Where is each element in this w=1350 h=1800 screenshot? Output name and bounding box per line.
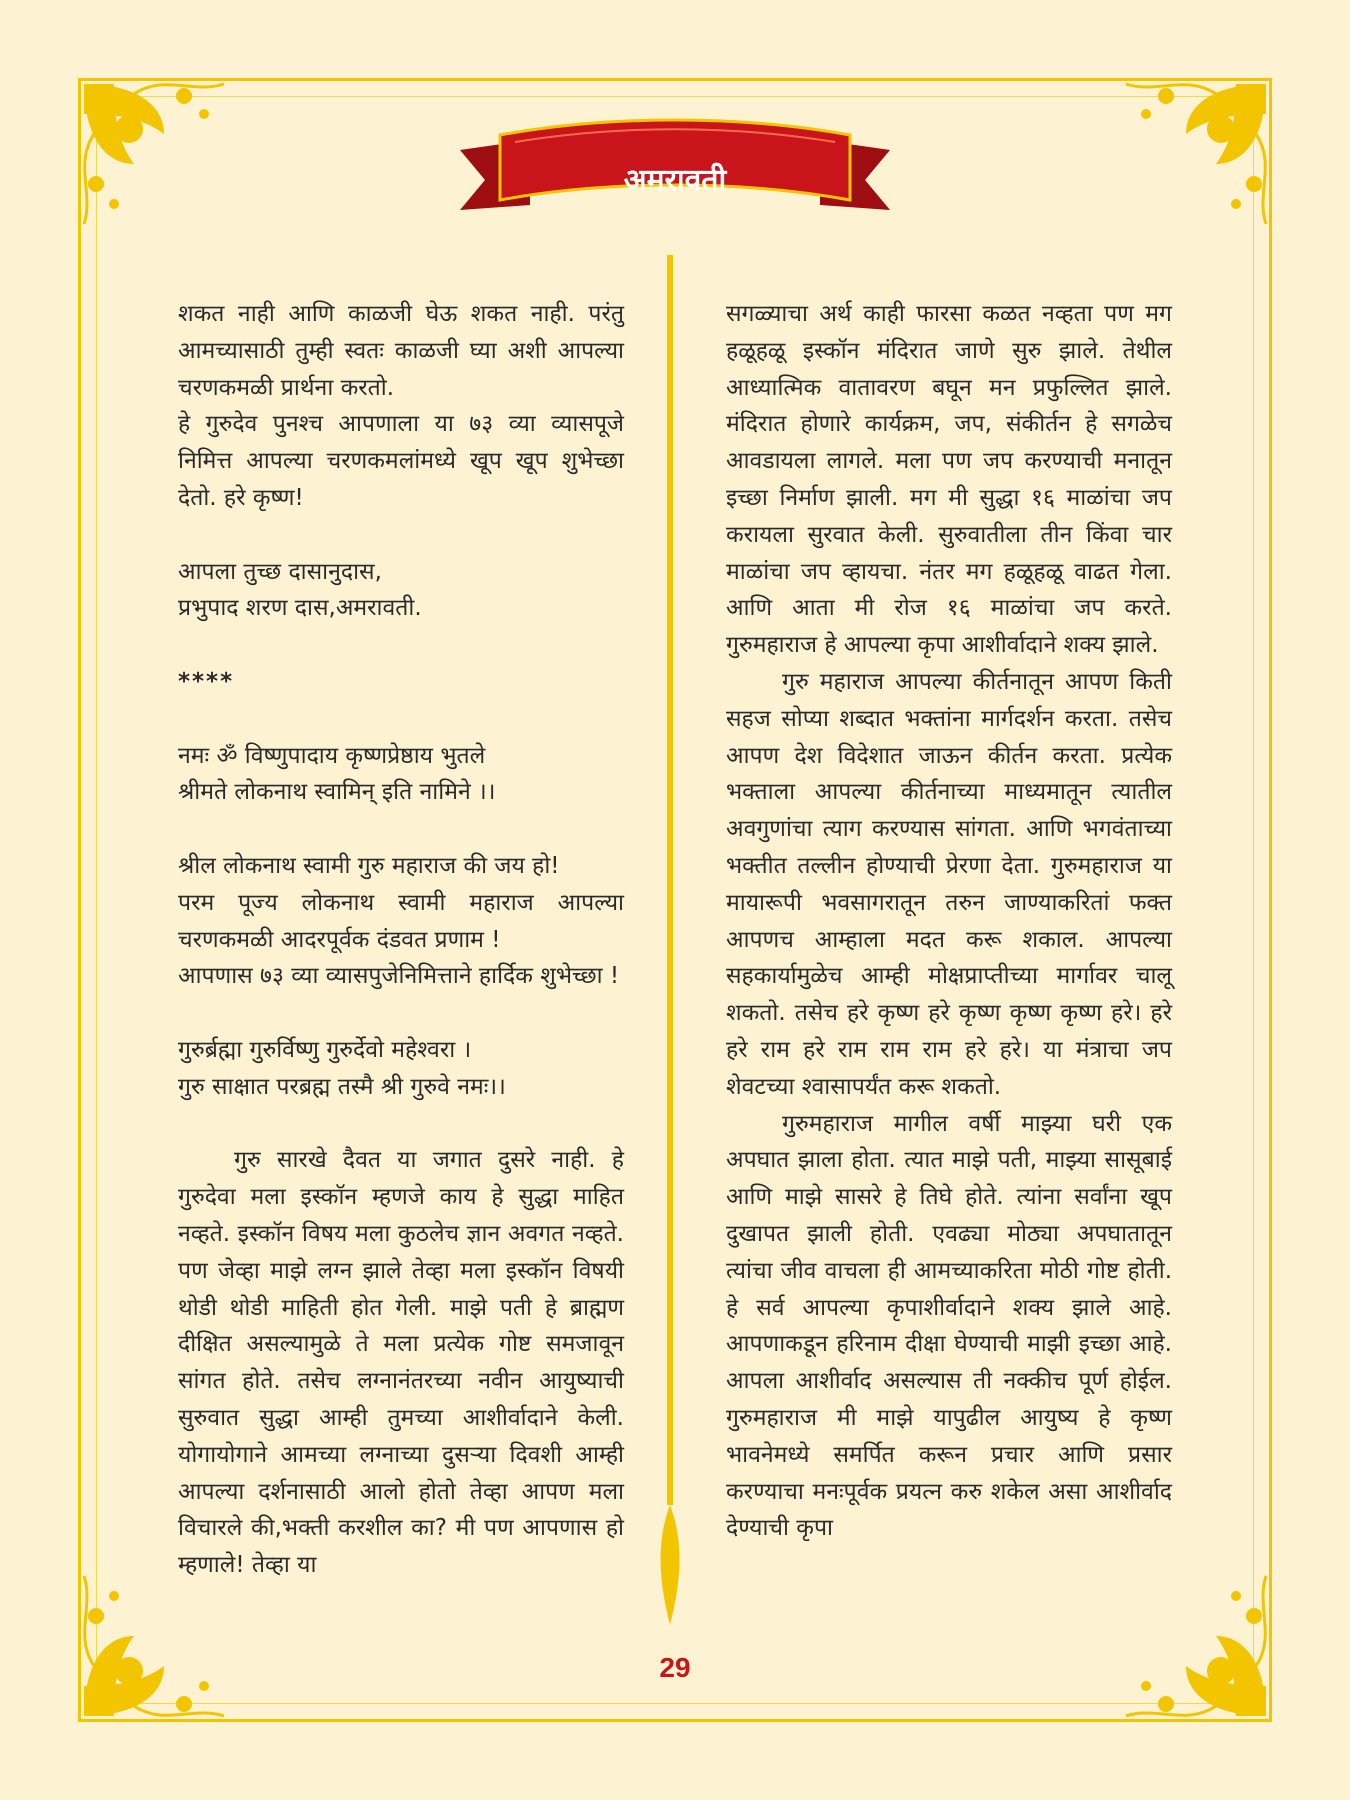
paragraph: सगळ्याचा अर्थ काही फारसा कळत नव्हता पण मग हळूहळू इस्कॉन मंदिरात जाणे सुरु झाले. तेथील आध्यात्मिक वातावरण बघून मन प्रफुल्लित झाले. मंदिरात होणारे कार्यक्रम, जप, संकीर्तन हे सगळेच आवडायला लागले. मला पण जप करण्याची मनातून इच्छा निर्माण झाली. मग मी सुद्धा १६ माळांचा जप करायला सुरवात केली. सुरुवातीला तीन किंवा चार माळांचा जप व्हायचा. नंतर मग हळूहळू वाढत गेला. आणि आता मी रोज १६ माळांचा जप करते. गुरुमहाराज हे आपल्या कृपा आशीर्वादाने शक्य झाले. <box>726 301 1172 659</box>
paragraph: आपणास ७३ व्या व्यासपुजेनिमित्ताने हार्दिक शुभेच्छा ! <box>178 963 620 990</box>
signature-line: आपला तुच्छ दासानुदास, <box>178 558 382 585</box>
right-column <box>726 296 1172 1547</box>
column-divider <box>655 255 685 1635</box>
page-number: 29 <box>659 1652 691 1683</box>
section-separator: **** <box>178 668 235 695</box>
corner-ornament-icon <box>1116 74 1276 234</box>
signature-name: प्रभुपाद शरण दास,अमरावती. <box>178 595 422 622</box>
paragraph: परम पूज्य लोकनाथ स्वामी महाराज आपल्या चरणकमळी आदरपूर्वक दंडवत प्रणाम ! <box>178 889 624 953</box>
left-column <box>178 296 624 1584</box>
verse-line: श्रीमते लोकनाथ स्वामिन् इति नामिने ।। <box>178 779 496 806</box>
paragraph: गुरु सारखे दैवत या जगात दुसरे नाही. हे गुरुदेवा मला इस्कॉन म्हणजे काय हे सुद्धा माहित नव्हते. इस्कॉन विषय मला कुठलेच ज्ञान अवगत नव्हते. पण जेव्हा माझे लग्न झाले तेव्हा मला इस्कॉन विषयी थोडी थोडी माहिती होत गेली. माझे पती हे ब्राह्मण दीक्षित असल्यामुळे ते मला प्रत्येक गोष्ट समजावून सांगत होते. तसेच लग्नानंतरच्या नवीन आयुष्याची सुरुवात सुद्धा आम्ही तुमच्या आशीर्वादाने केली. योगायोगाने आमच्या लग्नाच्या दुसऱ्या दिवशी आम्ही आपल्या दर्शनासाठी आलो होतो तेव्हा आपण मला विचारले की,भक्ती करशील का? मी पण आपणास हो म्हणाले! तेव्हा या <box>178 1147 624 1579</box>
corner-ornament-icon <box>74 74 234 234</box>
paragraph: शकत नाही आणि काळजी घेऊ शकत नाही. परंतु आमच्यासाठी तुम्ही स्वतः काळजी घ्या अशी आपल्या चरणकमळी प्रार्थना करतो. <box>178 301 624 401</box>
verse-line: गुरु साक्षात परब्रह्म तस्मै श्री गुरुवे नमः।। <box>178 1073 506 1100</box>
paragraph: गुरु महाराज आपल्या कीर्तनातून आपण किती सहज सोप्या शब्दात भक्तांना मार्गदर्शन करता. तसेच आपण देश विदेशात जाऊन कीर्तन करता. प्रत्येक भक्ताला आपल्या कीर्तनाच्या माध्यमातून त्यातील अवगुणांचा त्याग करण्यास सांगता. आणि भगवंताच्या भक्तीत तल्लीन होण्याची प्रेरणा देता. गुरुमहाराज या मायारूपी भवसागरातून तरुन जाण्याकरितां फक्त आपणच आम्हाला मदत करू शकाल. आपल्या सहकार्यामुळेच आम्ही मोक्षप्राप्तीच्या मार्गावर चालू शकतो. तसेच हरे कृष्ण हरे कृष्ण कृष्ण कृष्ण हरे। हरे हरे राम हरे राम राम राम हरे हरे। या मंत्राचा जप शेवटच्या श्वासापर्यंत करू शकतो. <box>726 668 1172 1100</box>
corner-ornament-icon <box>74 1566 234 1726</box>
verse-line: गुरुर्ब्रह्मा गुरुर्विष्णु गुरुर्देवो महेश्वरा । <box>178 1036 472 1063</box>
verse-line: नमः ॐ विष्णुपादाय कृष्णप्रेष्ठाय भुतले <box>178 742 486 769</box>
corner-ornament-icon <box>1116 1566 1276 1726</box>
paragraph: श्रील लोकनाथ स्वामी गुरु महाराज की जय हो! <box>178 852 560 879</box>
page-title: अमरावती <box>623 163 727 198</box>
paragraph: हे गुरुदेव पुनश्च आपणाला या ७३ व्या व्यासपूजे निमित्त आपल्या चरणकमलांमध्ये खूप खूप शुभेच्छा देतो. हरे कृष्ण! <box>178 411 624 511</box>
paragraph: गुरुमहाराज मागील वर्षी माझ्या घरी एक अपघात झाला होता. त्यात माझे पती, माझ्या सासूबाई आणि माझे सासरे हे तिघे होते. त्यांना सर्वांना खूप दुखापत झाली होती. एवढ्या मोठ्या अपघातातून त्यांचा जीव वाचला ही आमच्याकरिता मोठी गोष्ट होती. हे सर्व आपल्या कृपाशीर्वादाने शक्य झाले आहे. आपणाकडून हरिनाम दीक्षा घेण्याची माझी इच्छा आहे. आपला आशीर्वाद असल्यास ती नक्कीच पूर्ण होईल. गुरुमहाराज मी माझे यापुढील आयुष्य हे कृष्ण भावनेमध्ये समर्पित करून प्रचार आणि प्रसार करण्याचा मनःपूर्वक प्रयत्न करु शकेल असा आशीर्वाद देण्याची कृपा <box>726 1110 1172 1542</box>
